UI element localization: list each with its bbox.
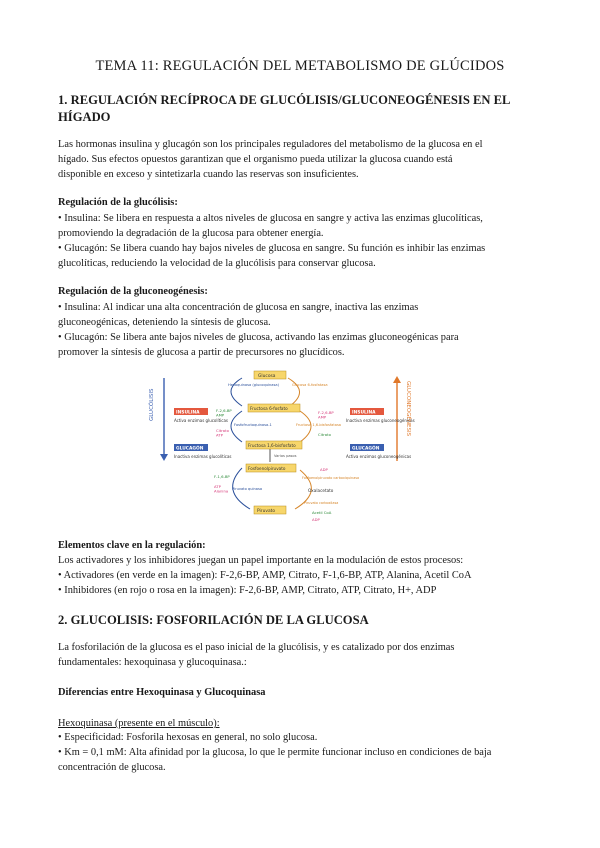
list-item: • Activadores (en verde en la imagen): F-2,6-BP, AMP, Citrato, F-1,6-BP, ATP, Alanina, Acetil CoA bbox=[58, 570, 472, 581]
list-item: • Km = 0,1 mM: Alta afinidad por la glucosa, lo que le permite funcionar incluso en condiciones de baja bbox=[58, 747, 492, 758]
pfk1-label: Fosfofructoquinasa-1 bbox=[234, 423, 272, 427]
intro-line: disponible en exceso y sintetizarla cuando las reservas son insuficientes. bbox=[58, 169, 359, 180]
hexokinase-list bbox=[58, 730, 548, 775]
left-insulin-label: INSULINA bbox=[176, 410, 200, 416]
intro-line: Las hormonas insulina y glucagón son los principales reguladores del metabolismo de la glucosa en el bbox=[58, 139, 483, 150]
section1-intro bbox=[58, 137, 548, 182]
list-item: • Inhibidores (en rojo o rosa en la imagen): F-2,6-BP, AMP, Citrato, ATP, Citrato, H+, ADP bbox=[58, 585, 437, 596]
right-insulin-text: Inactiva enzimas gluconeogénicas bbox=[346, 418, 415, 423]
list-item: • Insulina: Se libera en respuesta a altos niveles de glucosa en sangre y activa las enzimas glucolíticas, bbox=[58, 213, 483, 224]
glycolysis-regulation-list bbox=[58, 211, 548, 271]
intro-line: fundamentales: hexoquinasa y glucoquinasa.: bbox=[58, 657, 247, 668]
list-item: • Glucagón: Se libera ante bajos niveles de glucosa, activando las enzimas gluconeogénicas para bbox=[58, 332, 459, 343]
pepck-inhibitor: ADP bbox=[320, 467, 328, 472]
list-item: gluconeogénicas, deteniendo la síntesis de glucosa. bbox=[58, 317, 271, 328]
list-item: glucolíticas, reduciendo la velocidad de la glucólisis para conservar glucosa. bbox=[58, 258, 376, 269]
list-item: concentración de glucosa. bbox=[58, 762, 166, 773]
f6p-label: Fructosa 6-fosfato bbox=[250, 406, 288, 411]
intro-line: La fosforilación de la glucosa es el paso inicial de la glucólisis, y es catalizado por dos enzimas bbox=[58, 642, 455, 653]
pyruvate-label: Piruvato bbox=[257, 509, 276, 514]
list-item: • Insulina: Al indicar una alta concentración de glucosa en sangre, inactiva las enzimas bbox=[58, 302, 419, 313]
fbp-inhibitors: F-2,6-BP AMP bbox=[318, 410, 334, 420]
list-item: promover la síntesis de glucosa a partir de precursores no glucídicos. bbox=[58, 347, 345, 358]
several-steps-label: Varios pasos bbox=[274, 454, 297, 458]
pk-activator: F-1,6-BP bbox=[214, 474, 230, 479]
list-item: • Glucagón: Se libera cuando hay bajos niveles de glucosa en sangre. Su función es inhibir las enzimas bbox=[58, 243, 486, 254]
glycolysis-vertical-label: GLUCÓLISIS bbox=[149, 388, 155, 421]
left-insulin-text: Activa enzimas glucolíticas bbox=[174, 418, 229, 423]
hexokinase-label: Hexoquinasa (glucoquinasa) bbox=[228, 383, 279, 387]
glycolysis-regulation-heading: Regulación de la glucólisis: bbox=[58, 197, 178, 208]
intro-line: hígado. Sus efectos opuestos garantizan que el organismo pueda utilizar la glucosa cuando está bbox=[58, 154, 453, 165]
pep-label: Fosfoenolpiruvato bbox=[248, 466, 286, 471]
list-item: Los activadores y los inhibidores juegan un papel importante en la modulación de estos procesos: bbox=[58, 555, 464, 566]
fbpase1-label: Fructosa 1,6-bisfosfatasa bbox=[296, 423, 342, 427]
glycolysis-arrowhead bbox=[160, 454, 168, 461]
section1-heading-line1: 1. REGULACIÓN RECÍPROCA DE GLUCÓLISIS/GLUCONEOGÉNESIS EN EL bbox=[58, 93, 511, 107]
gluconeogenesis-regulation-heading: Regulación de la gluconeogénesis: bbox=[58, 286, 208, 297]
left-glucagon-text: Inactiva enzimas glucolíticas bbox=[174, 454, 232, 459]
gluconeogenesis-arrowhead bbox=[393, 376, 401, 383]
pc-activator: Acetil CoA bbox=[312, 510, 332, 515]
gluconeogenesis-regulation-list bbox=[58, 300, 548, 360]
right-glucagon-label: GLUCAGÓN bbox=[352, 446, 380, 452]
section1-heading bbox=[58, 92, 538, 126]
g6pase-label: Glucosa 6-fosfatasa bbox=[292, 383, 328, 387]
hexokinase-heading: Hexoquinasa (presente en el músculo): bbox=[58, 718, 220, 729]
pc-inhibitor: ADP bbox=[312, 517, 320, 522]
document-title: TEMA 11: REGULACIÓN DEL METABOLISMO DE GLÚCIDOS bbox=[95, 58, 505, 74]
fbp-activator: Citrato bbox=[318, 432, 331, 437]
pfk-inhibitors: Citrato ATP bbox=[216, 428, 229, 438]
right-glucagon-text: Activa enzimas gluconeogénicas bbox=[346, 454, 412, 459]
regulation-diagram bbox=[149, 366, 415, 536]
pk-inhibitors: ATP Alanina bbox=[214, 484, 229, 494]
pc-label: Piruvato carboxilasa bbox=[304, 501, 339, 505]
list-item: promoviendo la degradación de la glucosa para obtener energía. bbox=[58, 228, 324, 239]
section2-intro bbox=[58, 640, 548, 670]
pepck-label: Fosfoenolpiruvato carboxiquinasa bbox=[302, 476, 360, 480]
pk-label: Piruvato quinasa bbox=[232, 487, 263, 491]
pfk-activators: F-2,6-BP AMP bbox=[216, 408, 232, 418]
key-elements-list bbox=[58, 553, 548, 598]
differences-heading: Diferencias entre Hexoquinasa y Glucoquinasa bbox=[58, 687, 266, 698]
oxaloacetate-label: Oxalacetato bbox=[308, 488, 334, 493]
section2-heading: 2. GLUCOLISIS: FOSFORILACIÓN DE LA GLUCOSA bbox=[58, 613, 369, 627]
gluconeogenesis-vertical-label: GLUCONEOGÉNESIS bbox=[405, 381, 411, 437]
list-item: • Especificidad: Fosforila hexosas en general, no solo glucosa. bbox=[58, 732, 318, 743]
right-insulin-label: INSULINA bbox=[352, 410, 376, 416]
glucose-label: Glucosa bbox=[258, 374, 276, 379]
key-elements-heading: Elementos clave en la regulación: bbox=[58, 540, 206, 551]
section1-heading-line2: HÍGADO bbox=[58, 110, 111, 124]
left-glucagon-label: GLUCAGÓN bbox=[176, 446, 204, 452]
f16bp-label: Fructosa 1,6-bisfosfato bbox=[248, 443, 296, 448]
